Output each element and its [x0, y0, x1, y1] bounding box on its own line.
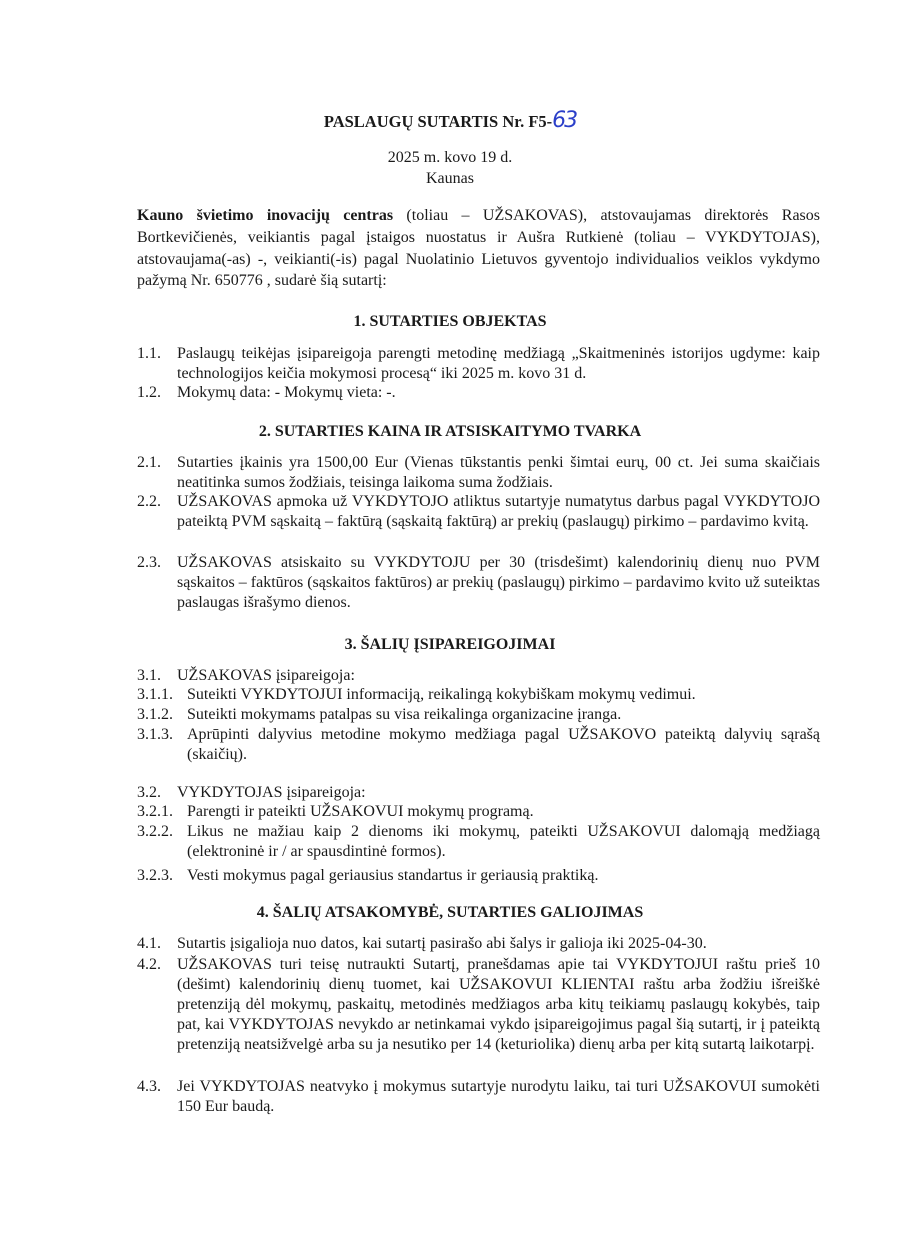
clause-number: 3.1.1. — [137, 686, 173, 703]
clause-number: 2.2. — [137, 493, 161, 510]
clause-text: UŽSAKOVAS įsipareigoja: — [177, 667, 355, 684]
clause-number: 4.2. — [137, 956, 161, 973]
clause-text: UŽSAKOVAS atsiskaito su VYKDYTOJU per 30 (trisdešimt) kalendorinių dienų nuo PVM sąskaitos – faktūros (sąskaitos faktūros) ar prekių (paslaugų) pirkimo – pardavimo kvito už suteiktas paslaugas išrašymo dienos. — [177, 554, 820, 611]
section-heading-1: 1. SUTARTIES OBJEKTAS — [353, 313, 547, 330]
clause-number: 3.2.1. — [137, 803, 173, 820]
clause-text: Mokymų data: - Mokymų vieta: -. — [177, 384, 396, 401]
section-heading-3: 3. ŠALIŲ ĮSIPAREIGOJIMAI — [344, 636, 556, 653]
clause-3-1 — [137, 666, 820, 686]
clause-2-1 — [137, 453, 820, 493]
clause-3-2-3 — [137, 866, 820, 886]
clause-3-1-2 — [137, 705, 820, 725]
clause-1-2 — [137, 383, 820, 403]
clause-number: 3.2.2. — [137, 823, 173, 840]
clause-number: 3.2.3. — [137, 867, 173, 884]
clause-text: Aprūpinti dalyvius metodine mokymo medžiaga pagal UŽSAKOVO pateiktą dalyvių sąrašą (skaičių). — [187, 726, 820, 763]
intro-text: (toliau – UŽSAKOVAS), atstovaujamas direktorės Rasos Bortkevičienės, veikiantis pagal įstaigos nuostatus ir Aušra Rutkienė (toliau – VYKDYTOJAS), atstovaujama(-as) -, veikianti(-is) pagal Nuolatinio Lietuvos gyventojo individualios veiklos vykdymo pažymą Nr. 650776 , sudarė šią sutartį: — [137, 207, 820, 290]
clause-3-2 — [137, 783, 820, 803]
clause-4-2 — [137, 955, 820, 1055]
client-name: Kauno švietimo inovacijų centras — [137, 207, 394, 224]
clause-text: UŽSAKOVAS apmoka už VYKDYTOJO atliktus sutartyje numatytus darbus pagal VYKDYTOJO pateiktą PVM sąskaitą – faktūrą (sąskaitą faktūrą) ar prekių (paslaugų) pirkimo – pardavimo kvitą. — [177, 493, 820, 530]
clause-4-1 — [137, 934, 820, 954]
clause-text: Vesti mokymus pagal geriausius standartus ir geriausią praktiką. — [187, 867, 599, 884]
clause-text: VYKDYTOJAS įsipareigoja: — [177, 784, 366, 801]
clause-text: Jei VYKDYTOJAS neatvyko į mokymus sutartyje nurodytu laiku, tai turi UŽSAKOVUI sumokėti 150 Eur baudą. — [177, 1078, 820, 1115]
clause-1-1 — [137, 344, 820, 384]
document-city: Kaunas — [426, 170, 474, 187]
clause-4-3 — [137, 1077, 820, 1117]
document-title — [0, 108, 900, 133]
clause-text: Suteikti mokymams patalpas su visa reikalinga organizacine įranga. — [187, 706, 622, 723]
clause-3-2-1 — [137, 802, 820, 822]
section-heading-4: 4. ŠALIŲ ATSAKOMYBĖ, SUTARTIES GALIOJIMAS — [256, 904, 644, 921]
clause-number: 1.1. — [137, 345, 161, 362]
clause-number: 3.1.3. — [137, 726, 173, 743]
clause-number: 3.2. — [137, 784, 161, 801]
handwritten-number: 63 — [552, 108, 577, 133]
clause-text: Sutarties įkainis yra 1500,00 Eur (Vienas tūkstantis penki šimtai eurų, 00 ct. Jei suma skaičiais neatitinka sumos žodžiais, teisinga laikoma suma žodžiais. — [177, 454, 820, 491]
clause-text: Suteikti VYKDYTOJUI informaciją, reikalingą kokybiškam mokymų vedimui. — [187, 686, 696, 703]
clause-2-3 — [137, 553, 820, 613]
document-date: 2025 m. kovo 19 d. — [387, 149, 513, 166]
clause-number: 2.3. — [137, 554, 161, 571]
clause-text: UŽSAKOVAS turi teisę nutraukti Sutartį, pranešdamas apie tai VYKDYTOJUI raštu prieš 10 (dešimt) kalendorinių dienų tuomet, kai UŽSAKOVUI KLIENTAI raštu arba žodžiu išreiškė pretenziją dėl mokymų, paskaitų, metodinės medžiagos arba kitų teikiamų paslaugų kokybės, taip pat, kai VYKDYTOJAS nevykdo ar netinkamai vykdo įsipareigojimus pagal šią sutartį, ir į pateiktą pretenziją neatsižvelgė arba su ja nesutiko per 14 (keturiolika) dienų arba per kitą sutartą laikotarpį. — [177, 956, 820, 1053]
clause-3-2-2 — [137, 822, 820, 862]
clause-number: 1.2. — [137, 384, 161, 401]
clause-text: Sutartis įsigalioja nuo datos, kai sutartį pasirašo abi šalys ir galioja iki 2025-04-30. — [177, 935, 707, 952]
intro-paragraph — [137, 205, 820, 292]
clause-3-1-1 — [137, 685, 820, 705]
clause-number: 2.1. — [137, 454, 161, 471]
clause-text: Likus ne mažiau kaip 2 dienoms iki mokymų, pateikti UŽSAKOVUI dalomąją medžiagą (elektroninė ir / ar spausdintinė formos). — [187, 823, 820, 860]
clause-text: Parengti ir pateikti UŽSAKOVUI mokymų programą. — [187, 803, 534, 820]
clause-number: 3.1.2. — [137, 706, 173, 723]
clause-text: Paslaugų teikėjas įsipareigoja parengti metodinę medžiagą „Skaitmeninės istorijos ugdyme: kaip technologijos keičia mokymosi procesą“ iki 2025 m. kovo 31 d. — [177, 345, 820, 382]
clause-3-1-3 — [137, 725, 820, 765]
title-text: PASLAUGŲ SUTARTIS Nr. F5- — [323, 112, 553, 131]
clause-number: 4.1. — [137, 935, 161, 952]
clause-number: 4.3. — [137, 1078, 161, 1095]
section-heading-2: 2. SUTARTIES KAINA IR ATSISKAITYMO TVARKA — [258, 423, 642, 440]
clause-2-2 — [137, 492, 820, 532]
clause-number: 3.1. — [137, 667, 161, 684]
